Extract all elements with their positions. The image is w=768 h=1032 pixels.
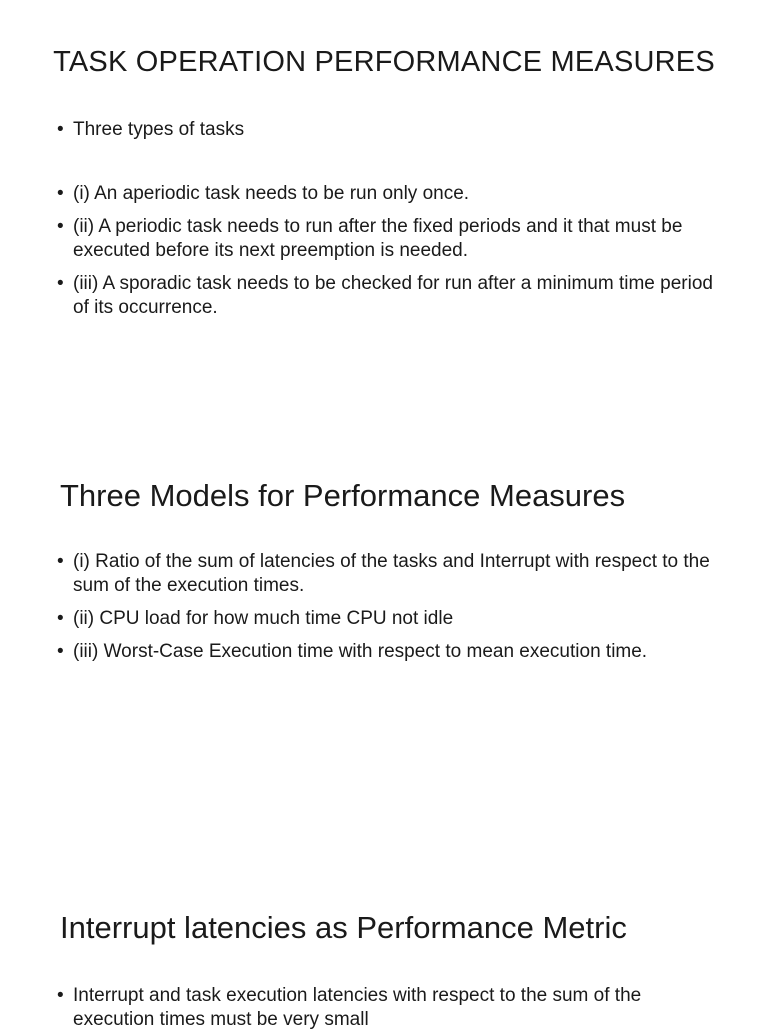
- bullet-item: • (i) Ratio of the sum of latencies of the tasks and Interrupt with respect to the sum of the execution times.: [57, 550, 717, 598]
- bullet-item: • Interrupt and task execution latencies with respect to the sum of the execution times must be very small: [57, 984, 717, 1032]
- slide-title: Interrupt latencies as Performance Metric: [60, 910, 627, 945]
- bullet-item: • Three types of tasks: [57, 118, 717, 142]
- bullet-item: • (ii) A periodic task needs to run after the fixed periods and it that must be executed before its next preemption is needed.: [57, 215, 717, 263]
- slide-title: TASK OPERATION PERFORMANCE MEASURES: [53, 46, 715, 78]
- bullet-item: • (iii) Worst-Case Execution time with respect to mean execution time.: [57, 640, 717, 664]
- bullet-list-task-types: [0, 182, 717, 320]
- bullet-item: • (iii) A sporadic task needs to be checked for run after a minimum time period of its occurrence.: [57, 272, 717, 320]
- bullet-list-models: [0, 550, 717, 664]
- slide-title: Three Models for Performance Measures: [60, 478, 626, 513]
- bullet-item: • (ii) CPU load for how much time CPU not idle: [57, 607, 717, 631]
- bullet-list-intro: [0, 118, 717, 142]
- bullet-item: • (i) An aperiodic task needs to be run only once.: [57, 182, 717, 206]
- bullet-list-latencies: [0, 984, 717, 1032]
